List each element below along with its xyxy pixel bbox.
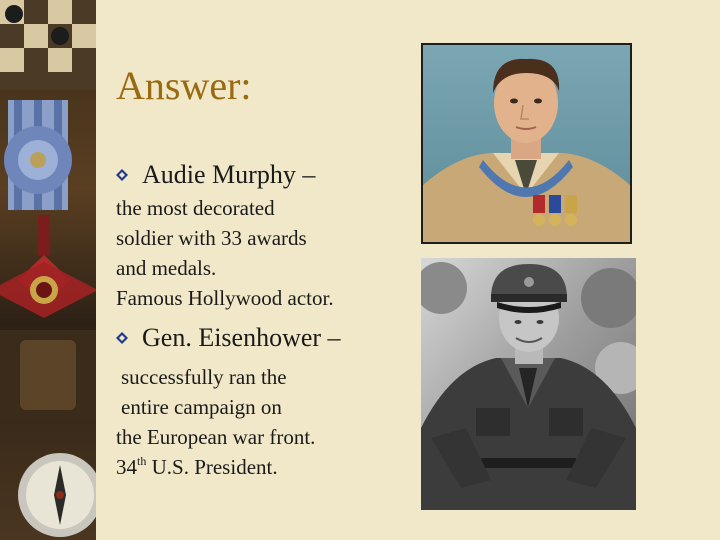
description-line: soldier with 33 awards (116, 226, 307, 250)
general-portrait-image (421, 258, 636, 510)
description-line: successfully ran the (121, 365, 287, 389)
description-line: entire campaign on (121, 395, 282, 419)
bullet-description (116, 193, 334, 313)
description-line: the European war front. (116, 425, 316, 449)
medals-collage-decoration (0, 0, 96, 540)
medals-collage-image (0, 0, 96, 540)
description-line-president (116, 452, 315, 482)
bullet-eisenhower (116, 325, 341, 351)
portrait-photo-general (421, 258, 636, 510)
diamond-bullet-icon (116, 332, 128, 344)
description-line: and medals. (116, 256, 217, 280)
diamond-bullet-icon (116, 169, 128, 181)
bullet-heading: Gen. Eisenhower – (142, 323, 341, 352)
president-text: U.S. President. (146, 455, 278, 479)
ordinal-number: 34 (116, 455, 137, 479)
bullet-heading: Audie Murphy – (142, 160, 316, 189)
description-line: Famous Hollywood actor. (116, 286, 334, 310)
ordinal-suffix: th (137, 454, 147, 468)
bullet-description (116, 362, 315, 482)
soldier-portrait-image (423, 45, 630, 242)
slide-title: Answer: (116, 63, 252, 108)
description-line: the most decorated (116, 196, 275, 220)
portrait-photo-soldier (421, 43, 632, 244)
bullet-audie-murphy (116, 162, 315, 188)
